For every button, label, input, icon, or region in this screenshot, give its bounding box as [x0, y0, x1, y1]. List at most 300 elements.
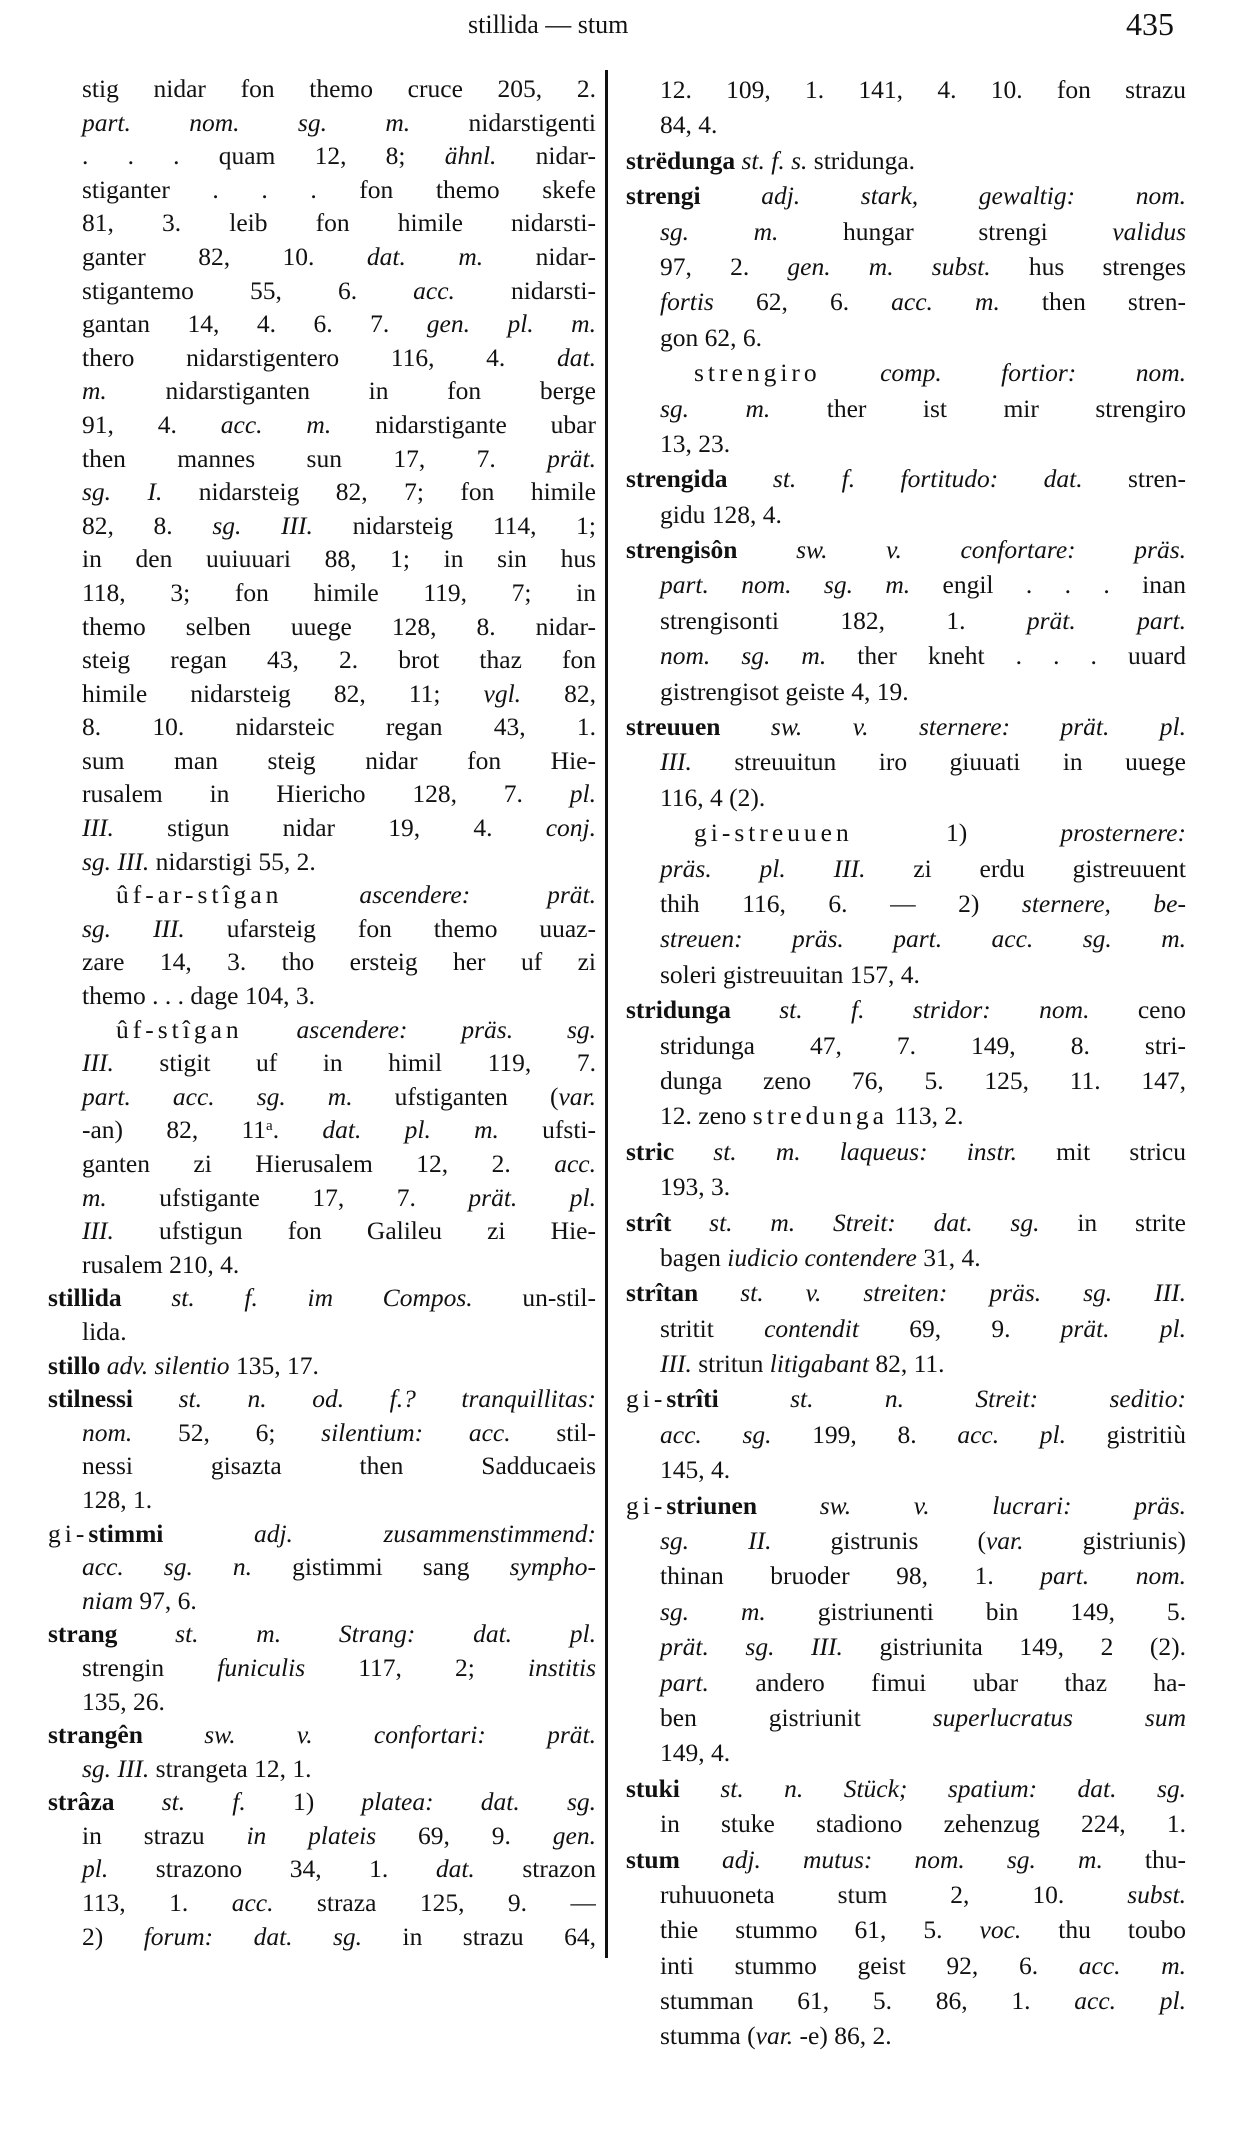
- dictionary-line: [626, 957, 1186, 992]
- dictionary-line: [48, 1181, 596, 1215]
- text-run: ufstigun fon Galileu zi Hie-: [113, 1216, 596, 1246]
- text-run: sum man steig nidar fon Hie-: [82, 745, 596, 775]
- dictionary-line: [626, 532, 1186, 567]
- text-run: hungar strengi: [778, 216, 1113, 246]
- italic-run: gen. pl. m.: [426, 309, 596, 339]
- page-header: [0, 2, 1244, 52]
- spaced-headword: gi-: [48, 1518, 89, 1548]
- text-run: stritit: [660, 1313, 765, 1343]
- text-run: gistrengisot geiste 4, 19.: [660, 676, 909, 706]
- headword: strengisôn: [626, 535, 738, 565]
- dictionary-line: [626, 1417, 1186, 1452]
- dictionary-line: [626, 1594, 1186, 1629]
- dictionary-line: [48, 1785, 596, 1819]
- dictionary-line: [626, 1948, 1186, 1983]
- text-run: steig regan 43, 2. brot thaz fon: [82, 645, 596, 675]
- italic-run: var.: [558, 1081, 596, 1111]
- text-run: nidar-: [483, 241, 596, 271]
- text-run: stren-: [1082, 464, 1186, 494]
- text-run: stridunga 47, 7. 149, 8. stri-: [660, 1030, 1186, 1060]
- dictionary-line: [626, 1452, 1186, 1487]
- right-column: [626, 72, 1186, 2054]
- italic-run: streuen: präs. part. acc. sg. m.: [660, 924, 1186, 954]
- text-run: nidarsteig 82, 7; fon himile: [162, 477, 596, 507]
- italic-run: ähnl.: [444, 141, 497, 171]
- text-run: 8. 10. nidarsteic regan 43, 1.: [82, 712, 596, 742]
- headword: strengida: [626, 464, 728, 494]
- dictionary-line: [48, 643, 596, 677]
- text-run: soleri gistreuuitan 157, 4.: [660, 959, 920, 989]
- text-run: 2): [82, 1921, 144, 1951]
- italic-run: III.: [660, 1349, 692, 1379]
- dictionary-line: [48, 1886, 596, 1920]
- text-run: strengin: [82, 1652, 218, 1682]
- dictionary-line: [48, 173, 596, 207]
- italic-run: forum: dat. sg.: [143, 1921, 363, 1951]
- text-run: straza 125, 9. —: [273, 1888, 596, 1918]
- dictionary-line: [626, 143, 1186, 178]
- dictionary-line: [626, 355, 1186, 390]
- italic-run: sg. m.: [660, 393, 771, 423]
- text-run: hus strenges: [990, 251, 1186, 281]
- dictionary-line: [626, 1806, 1186, 1841]
- italic-run: acc. pl.: [1074, 1986, 1186, 2016]
- text-run: 1): [245, 1787, 362, 1817]
- dictionary-line: [48, 475, 596, 509]
- text-run: ganten zi Hierusalem 12, 2.: [82, 1149, 555, 1178]
- italic-run: st. f. stridor: nom.: [730, 995, 1090, 1025]
- headword: strîtan: [626, 1278, 699, 1308]
- dictionary-line: [48, 1852, 596, 1886]
- italic-run: part. acc. sg. m.: [82, 1081, 353, 1111]
- dictionary-line: [48, 1382, 596, 1416]
- dictionary-line: [48, 307, 596, 341]
- italic-run: prät. pl.: [468, 1182, 596, 1212]
- dictionary-line: [48, 1113, 596, 1147]
- italic-run: st. m. Streit: dat. sg.: [671, 1207, 1040, 1237]
- text-run: stritun: [691, 1349, 770, 1379]
- text-run: in strazu: [82, 1820, 247, 1850]
- text-run: ther ist mir strengiro: [770, 393, 1186, 423]
- text-run: thu toubo: [1021, 1915, 1186, 1945]
- italic-run: iudicio contendere: [727, 1242, 917, 1272]
- text-run: 97, 6.: [133, 1585, 197, 1615]
- text-run: 82, 11.: [868, 1349, 945, 1379]
- italic-run: acc. sg. n.: [82, 1552, 253, 1582]
- italic-run: part. nom. sg. m.: [82, 107, 411, 137]
- text-run: 149, 4.: [660, 1738, 731, 1768]
- dictionary-line: [48, 1046, 596, 1080]
- text-run: 193, 3.: [660, 1172, 731, 1202]
- text-run: gistriunita 149, 2 (2).: [842, 1632, 1186, 1662]
- dictionary-line: [626, 1558, 1186, 1593]
- text-run: 91, 4.: [82, 409, 221, 439]
- italic-run: sw. v. lucrari: präs.: [757, 1490, 1186, 1520]
- dictionary-line: [48, 1920, 596, 1954]
- italic-run: nom.: [82, 1417, 133, 1447]
- dictionary-line: [626, 886, 1186, 921]
- italic-run: sympho-: [509, 1552, 596, 1582]
- headword: strît: [626, 1207, 672, 1237]
- text-run: streuuitun iro giuuati in uuege: [691, 747, 1186, 777]
- spaced-headword: gi-: [626, 1490, 667, 1520]
- text-run: 113, 1.: [82, 1888, 232, 1918]
- italic-run: gen.: [552, 1820, 596, 1850]
- text-run: nessi gisazta then Sadducaeis: [82, 1451, 596, 1481]
- italic-run: st. m. Strang: dat. pl.: [117, 1619, 596, 1649]
- italic-run: ascendere: prät.: [282, 880, 596, 910]
- headword: striunen: [666, 1490, 758, 1520]
- headword: stridunga: [626, 995, 731, 1025]
- text-run: thih 116, 6. — 2): [660, 888, 1022, 918]
- text-run: then stren-: [999, 287, 1186, 317]
- headword: stimmi: [88, 1518, 164, 1548]
- italic-run: contendit: [764, 1313, 859, 1343]
- dictionary-line: [48, 1819, 596, 1853]
- text-run: nidarstigi 55, 2.: [149, 846, 316, 876]
- text-run: nidarstiganten in fon berge: [106, 376, 596, 406]
- text-run: ceno: [1089, 995, 1186, 1025]
- headword: strangên: [48, 1720, 143, 1750]
- italic-run: acc. m.: [891, 287, 1000, 317]
- dictionary-line: [626, 921, 1186, 956]
- italic-run: sg. m.: [660, 216, 779, 246]
- dictionary-line: [48, 777, 596, 811]
- italic-run: part.: [660, 1667, 709, 1697]
- italic-run: nom. sg. m.: [660, 641, 827, 671]
- text-run: rusalem 210, 4.: [82, 1249, 240, 1279]
- text-run: stigit uf in himil 119, 7.: [113, 1048, 596, 1078]
- text-run: in strite: [1039, 1207, 1186, 1237]
- text-run: nidarsteig 114, 1;: [312, 510, 596, 540]
- text-run: gon 62, 6.: [660, 322, 762, 352]
- dictionary-line: [626, 1877, 1186, 1912]
- italic-run: st. f. s.: [735, 145, 808, 175]
- italic-run: ascendere: präs. sg.: [242, 1014, 596, 1044]
- dictionary-line: [626, 992, 1186, 1027]
- headword: strâza: [48, 1787, 115, 1817]
- dictionary-line: [626, 1488, 1186, 1523]
- headword: strëdunga: [626, 145, 736, 175]
- text-run: gistrunis (: [771, 1526, 986, 1556]
- text-run: in den uuiuuari 88, 1; in sin hus: [82, 544, 596, 574]
- text-run: 135, 17.: [229, 1350, 319, 1380]
- dictionary-line: [626, 1169, 1186, 1204]
- dictionary-line: [48, 610, 596, 644]
- page-number: 435: [1126, 6, 1174, 42]
- italic-run: sg. III.: [82, 846, 150, 876]
- dictionary-line: [48, 1718, 596, 1752]
- italic-run: acc.: [413, 275, 455, 305]
- text-run: 52, 6;: [132, 1417, 322, 1447]
- dictionary-line: [626, 1629, 1186, 1664]
- italic-run: adj. zusammenstimmend:: [163, 1518, 596, 1548]
- dictionary-line: [626, 2018, 1186, 2053]
- italic-run: fortis: [660, 287, 714, 317]
- dictionary-line: [626, 1346, 1186, 1381]
- text-run: nidarstigenti: [410, 107, 596, 137]
- italic-run: prät. part.: [1026, 605, 1186, 635]
- headword: stillida: [48, 1283, 122, 1313]
- italic-run: pl.: [569, 779, 596, 809]
- dictionary-line: [626, 284, 1186, 319]
- italic-run: st. n. od. f.? tranquillitas:: [133, 1384, 596, 1414]
- text-run: himile nidarsteig 82, 11;: [82, 678, 484, 708]
- dictionary-line: [48, 878, 596, 912]
- dictionary-line: [48, 509, 596, 543]
- text-run: ufstigante 17, 7.: [106, 1182, 469, 1212]
- italic-run: in plateis: [246, 1820, 377, 1850]
- text-run: stil-: [510, 1417, 596, 1447]
- text-run: stridunga.: [807, 145, 916, 175]
- text-run: stiganter . . . fon themo skefe: [82, 174, 596, 204]
- italic-run: superlucratus sum: [932, 1702, 1186, 1732]
- text-run: gistritiù: [1065, 1419, 1186, 1449]
- dictionary-line: [48, 72, 596, 106]
- dictionary-line: [48, 912, 596, 946]
- text-run: 82,: [521, 678, 596, 708]
- text-run: dunga zeno 76, 5. 125, 11. 147,: [660, 1065, 1186, 1095]
- dictionary-line: [626, 603, 1186, 638]
- italic-run: litigabant: [769, 1349, 869, 1379]
- italic-run: sg. II.: [660, 1526, 772, 1556]
- text-run: stumman 61, 5. 86, 1.: [660, 1986, 1075, 2016]
- dictionary-line: [48, 1147, 596, 1181]
- dictionary-line: [48, 106, 596, 140]
- text-run: -an) 82, 11: [82, 1115, 267, 1145]
- dictionary-line: [48, 542, 596, 576]
- text-run: 69, 9.: [376, 1820, 553, 1850]
- text-run: gistriunis): [1023, 1526, 1186, 1556]
- dictionary-line: [48, 1349, 596, 1383]
- italic-run: vgl.: [483, 678, 522, 708]
- text-run: ufstiganten (: [352, 1081, 559, 1111]
- dictionary-line: [626, 1983, 1186, 2018]
- dictionary-line: [48, 845, 596, 879]
- text-run: strazono 34, 1.: [108, 1854, 436, 1884]
- column-divider: [605, 70, 608, 1958]
- italic-run: conj.: [545, 813, 596, 843]
- italic-run: voc.: [979, 1915, 1022, 1945]
- italic-run: sg. III.: [82, 1753, 150, 1783]
- text-run: thinan bruoder 98, 1.: [660, 1561, 1041, 1591]
- italic-run: prät.: [547, 443, 596, 473]
- dictionary-line: [626, 178, 1186, 213]
- dictionary-line: [48, 139, 596, 173]
- italic-run: st. n. Stück; spatium: dat. sg.: [679, 1773, 1186, 1803]
- italic-run: m.: [82, 376, 107, 406]
- text-run: lida.: [82, 1316, 127, 1346]
- text-run: in strazu 64,: [362, 1921, 596, 1951]
- text-run: nidarstigante ubar: [331, 409, 596, 439]
- text-run: gidu 128, 4.: [660, 499, 782, 529]
- text-run: nidar-: [496, 141, 596, 171]
- dictionary-line: [48, 1416, 596, 1450]
- italic-run: st. f.: [114, 1787, 246, 1817]
- italic-run: sternere, be-: [1021, 888, 1186, 918]
- dictionary-line: [48, 1248, 596, 1282]
- text-run: . . . quam 12, 8;: [82, 141, 445, 171]
- dictionary-line: [626, 1523, 1186, 1558]
- text-run: 84, 4.: [660, 110, 718, 140]
- italic-run: st. f. fortitudo: dat.: [727, 464, 1083, 494]
- headword: strengi: [626, 181, 701, 211]
- italic-run: acc. m.: [220, 409, 332, 439]
- dictionary-line: [626, 461, 1186, 496]
- italic-run: dat.: [435, 1854, 475, 1884]
- text-run: inti stummo geist 92, 6.: [660, 1950, 1079, 1980]
- text-run: engil . . . inan: [910, 570, 1186, 600]
- italic-run: funiculis: [217, 1652, 306, 1682]
- dictionary-line: [626, 1771, 1186, 1806]
- spaced-headword: ûf-stîgan: [116, 1014, 243, 1044]
- text-run: 82, 8.: [82, 510, 213, 540]
- italic-run: silentium: acc.: [321, 1417, 511, 1447]
- text-run: ther kneht . . . uuard: [826, 641, 1186, 671]
- dictionary-line: [48, 442, 596, 476]
- text-run: then mannes sun 17, 7.: [82, 443, 548, 473]
- text-run: ruhuuoneta stum 2, 10.: [660, 1879, 1128, 1909]
- text-run: 135, 26.: [82, 1686, 165, 1716]
- dictionary-line: [48, 945, 596, 979]
- dictionary-line: [48, 811, 596, 845]
- italic-run: adv. silentio: [100, 1350, 230, 1380]
- text-run: 199, 8.: [771, 1419, 958, 1449]
- text-run: gantan 14, 4. 6. 7.: [82, 309, 427, 339]
- italic-run: sg. III.: [212, 510, 313, 540]
- dictionary-line: [626, 1134, 1186, 1169]
- spaced-headword: gi-: [626, 1384, 667, 1414]
- text-run: 12. 109, 1. 141, 4. 10. fon strazu: [660, 75, 1186, 104]
- dictionary-line: [626, 674, 1186, 709]
- headword: stuki: [626, 1773, 680, 1803]
- italic-run: subst.: [1127, 1879, 1186, 1909]
- italic-run: pl.: [82, 1854, 109, 1884]
- text-run: un-stil-: [472, 1283, 596, 1313]
- italic-run: adj. mutus: nom. sg. m.: [679, 1844, 1103, 1874]
- dictionary-line: [48, 1449, 596, 1483]
- dictionary-line: [626, 107, 1186, 142]
- dictionary-line: [48, 1517, 596, 1551]
- text-run: andero fimui ubar thaz ha-: [708, 1667, 1186, 1697]
- dictionary-line: [626, 1842, 1186, 1877]
- text-run: mit stricu: [1017, 1136, 1186, 1166]
- dictionary-line: [626, 1275, 1186, 1310]
- dictionary-line: [626, 744, 1186, 779]
- dictionary-line: [48, 1752, 596, 1786]
- italic-run: III.: [82, 1216, 114, 1246]
- italic-run: adj. stark, gewaltig: nom.: [700, 181, 1186, 211]
- italic-run: comp. fortior: nom.: [820, 358, 1186, 388]
- italic-run: acc. sg.: [660, 1419, 772, 1449]
- dictionary-line: [626, 851, 1186, 886]
- text-run: ufarsteig fon themo uuaz-: [184, 913, 596, 943]
- headword: strang: [48, 1619, 118, 1649]
- text-run: themo . . . dage 104, 3.: [82, 981, 315, 1011]
- dictionary-line: [626, 1700, 1186, 1735]
- spaced-headword: ûf-ar-stîgan: [116, 880, 283, 910]
- italic-run: var.: [755, 2021, 794, 2051]
- text-run: zi erdu gistreuuent: [865, 853, 1186, 883]
- spaced-headword: gi-streuuen: [694, 818, 853, 848]
- text-run: gistriunenti bin 149, 5.: [765, 1596, 1186, 1626]
- italic-run: präs. pl. III.: [660, 853, 866, 883]
- text-run: nidarsti-: [454, 275, 596, 305]
- headword: stum: [626, 1844, 680, 1874]
- dictionary-line: [626, 391, 1186, 426]
- italic-run: acc.: [554, 1149, 596, 1178]
- italic-run: sg. III.: [82, 913, 185, 943]
- text-run: -e) 86, 2.: [793, 2021, 892, 2051]
- running-head: stillida — stum: [468, 10, 629, 39]
- dictionary-line: [626, 1240, 1186, 1275]
- left-column: [48, 72, 596, 1953]
- dictionary-line: [626, 709, 1186, 744]
- text-run: rusalem in Hiericho 128, 7.: [82, 779, 570, 809]
- dictionary-line: [626, 1063, 1186, 1098]
- italic-run: st. m. laqueus: instr.: [674, 1136, 1018, 1166]
- superscript: a: [266, 1118, 273, 1135]
- dictionary-line: [48, 1584, 596, 1618]
- italic-run: acc.: [231, 1888, 274, 1918]
- text-run: strazon: [474, 1854, 596, 1884]
- text-run: 117, 2;: [305, 1652, 528, 1682]
- dictionary-line: [626, 1912, 1186, 1947]
- dictionary-line: [626, 72, 1186, 107]
- italic-run: III.: [82, 1048, 114, 1078]
- text-run: stig nidar fon themo cruce 205, 2.: [82, 74, 596, 103]
- dictionary-line: [626, 815, 1186, 850]
- dictionary-line: [48, 1281, 596, 1315]
- italic-run: prät. sg. III.: [660, 1632, 843, 1662]
- dictionary-line: [626, 1205, 1186, 1240]
- dictionary-line: [48, 677, 596, 711]
- italic-run: sw. v. confortare: präs.: [737, 535, 1186, 565]
- italic-run: m.: [82, 1182, 107, 1212]
- italic-run: part. nom. sg. m.: [660, 570, 911, 600]
- dictionary-line: [626, 1098, 1186, 1133]
- headword: stillo: [48, 1350, 101, 1380]
- text-run: 145, 4.: [660, 1455, 731, 1485]
- dictionary-line: [626, 1381, 1186, 1416]
- dictionary-line: [48, 1651, 596, 1685]
- dictionary-line: [626, 567, 1186, 602]
- dictionary-line: [48, 979, 596, 1013]
- text-run: stigantemo 55, 6.: [82, 275, 414, 305]
- text-run: 1): [852, 818, 1061, 848]
- italic-run: institis: [527, 1652, 596, 1682]
- dictionary-line: [48, 576, 596, 610]
- italic-run: gen. m. subst.: [787, 251, 991, 281]
- headword: stilnessi: [48, 1384, 134, 1414]
- dictionary-line: [48, 1080, 596, 1114]
- dictionary-line: [48, 710, 596, 744]
- text-run: 62, 6.: [713, 287, 892, 317]
- text-run: strangeta 12, 1.: [149, 1753, 312, 1783]
- italic-run: validus: [1112, 216, 1186, 246]
- text-run: 69, 9.: [858, 1313, 1061, 1343]
- text-run: 113, 2.: [887, 1101, 964, 1131]
- italic-run: st. v. streiten: präs. sg. III.: [698, 1278, 1186, 1308]
- text-run: .: [272, 1115, 323, 1145]
- italic-run: sg. I.: [82, 477, 163, 507]
- text-run: thie stummo 61, 5.: [660, 1915, 980, 1945]
- headword: strîti: [666, 1384, 719, 1414]
- text-run: in stuke stadiono zehenzug 224, 1.: [660, 1809, 1186, 1839]
- dictionary-line: [48, 274, 596, 308]
- text-run: stumma (: [660, 2021, 756, 2051]
- italic-run: sw. v. sternere: prät. pl.: [720, 712, 1186, 742]
